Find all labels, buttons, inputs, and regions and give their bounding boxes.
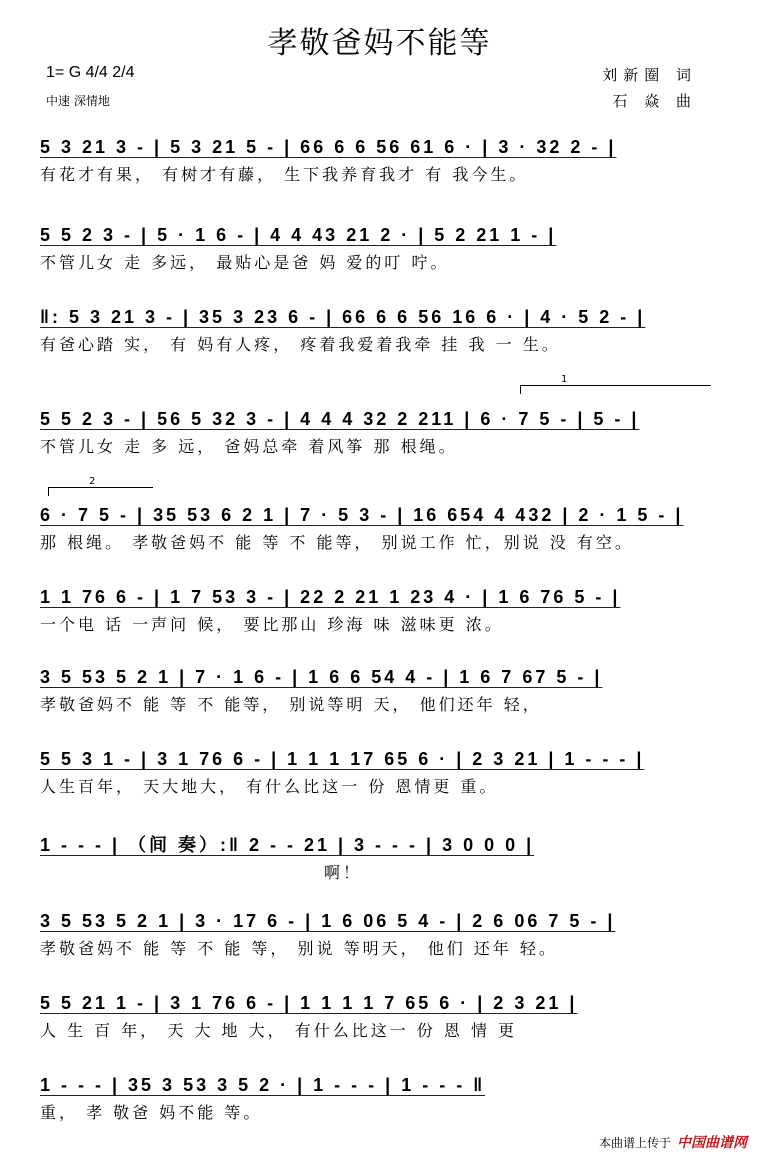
notation-line: 3 5 53 5 2 1 | 7 · 1 6 - | 1 6 6 54 4 - | 1 6 7 67 5 - | — [40, 667, 603, 687]
song-title: 孝敬爸妈不能等 — [267, 26, 492, 61]
upload-label: 本曲谱上传于 — [598, 1135, 671, 1150]
notation-line: 5 5 21 1 - | 3 1 76 6 - | 1 1 1 1 7 65 6 · | 2 3 21 | — [40, 993, 578, 1013]
score-system-12 — [40, 1070, 720, 1126]
lyric-line: 不管儿女 走 多远， 最贴心是爸 妈 爱的叮 咛。 — [40, 253, 450, 272]
lyric-line: 人生百年， 天大地大， 有什么比这一 份 恩情更 重。 — [40, 777, 499, 796]
volta-2: 2 — [48, 487, 153, 496]
notation-line: 5 5 2 3 - | 5 · 1 6 - | 4 4 43 21 2 · | 5 2 21 1 - | — [40, 225, 557, 245]
score-system-2 — [40, 220, 720, 276]
key-signature: 1= G 4/4 2/4 — [46, 64, 135, 81]
notation-line: 5 3 21 3 - | 5 3 21 5 - | 66 6 6 56 61 6 · | 3 · 32 2 - | — [40, 137, 617, 157]
composer-credit: 石 焱 曲 — [612, 92, 697, 110]
score-system-11 — [40, 988, 720, 1044]
notation-line: 1 - - - | （间 奏）:‖ 2 - - 21 | 3 - - - | 3 0 0 0 | — [40, 835, 535, 855]
notation-line: 1 - - - | 35 3 53 3 5 2 · | 1 - - - | 1 - - - ‖ — [40, 1075, 486, 1095]
score-system-4 — [40, 404, 720, 460]
notation-line: 3 5 53 5 2 1 | 3 · 17 6 - | 1 6 06 5 4 - | 2 6 06 7 5 - | — [40, 911, 616, 931]
lyric-line: 孝敬爸妈不 能 等 不 能 等， 别说 等明天， 他们 还年 轻。 — [40, 939, 558, 958]
score-system-9 — [40, 830, 720, 886]
lyric-line: 不管儿女 走 多 远， 爸妈总牵 着风筝 那 根绳。 — [40, 437, 458, 456]
lyric-line: 人 生 百 年， 天 大 地 大， 有什么比这一 份 恩 情 更 — [40, 1021, 518, 1040]
lyric-line: 一个电 话 一声问 候， 要比那山 珍海 味 滋味更 浓。 — [40, 615, 504, 634]
tempo-marking: 中速 深情地 — [46, 94, 110, 108]
lyric-line: 孝敬爸妈不 能 等 不 能等， 别说等明 天， 他们还年 轻， — [40, 695, 542, 714]
score-system-1 — [40, 132, 720, 188]
score-system-8 — [40, 744, 720, 800]
lyric-line: 重， 孝 敬爸 妈不能 等。 — [40, 1103, 263, 1122]
notation-line: 5 5 2 3 - | 56 5 32 3 - | 4 4 4 32 2 211 | 6 · 7 5 - | 5 - | — [40, 409, 640, 429]
score-system-7 — [40, 662, 720, 718]
notation-line: 6 · 7 5 - | 35 53 6 2 1 | 7 · 5 3 - | 16 654 4 432 | 2 · 1 5 - | — [40, 505, 684, 525]
lyricist-credit: 刘新圈 词 — [602, 66, 697, 84]
lyric-line: 有爸心踏 实， 有 妈有人疼， 疼着我爱着我牵 挂 我 一 生。 — [40, 335, 561, 354]
upload-credit — [599, 1132, 747, 1152]
score-system-10 — [40, 906, 720, 962]
site-logo[interactable]: 中国曲谱网 — [677, 1135, 747, 1151]
lyric-line: 那 根绳。 孝敬爸妈不 能 等 不 能等， 别说工作 忙，别说 没 有空。 — [40, 533, 634, 552]
lyric-line: 有花才有果， 有树才有藤， 生下我养育我才 有 我今生。 — [40, 165, 529, 184]
notation-line: 1 1 76 6 - | 1 7 53 3 - | 22 2 21 1 23 4 · | 1 6 76 5 - | — [40, 587, 621, 607]
score-system-3 — [40, 302, 720, 358]
volta-1: 1 — [520, 385, 711, 394]
notation-line: ‖: 5 3 21 3 - | 35 3 23 6 - | 66 6 6 56 16 6 · | 4 · 5 2 - | — [40, 307, 646, 327]
score-system-5 — [40, 500, 720, 556]
score-system-6 — [40, 582, 720, 638]
lyric-line: 啊！ — [324, 863, 363, 882]
notation-line: 5 5 3 1 - | 3 1 76 6 - | 1 1 1 17 65 6 · | 2 3 21 | 1 - - - | — [40, 749, 645, 769]
